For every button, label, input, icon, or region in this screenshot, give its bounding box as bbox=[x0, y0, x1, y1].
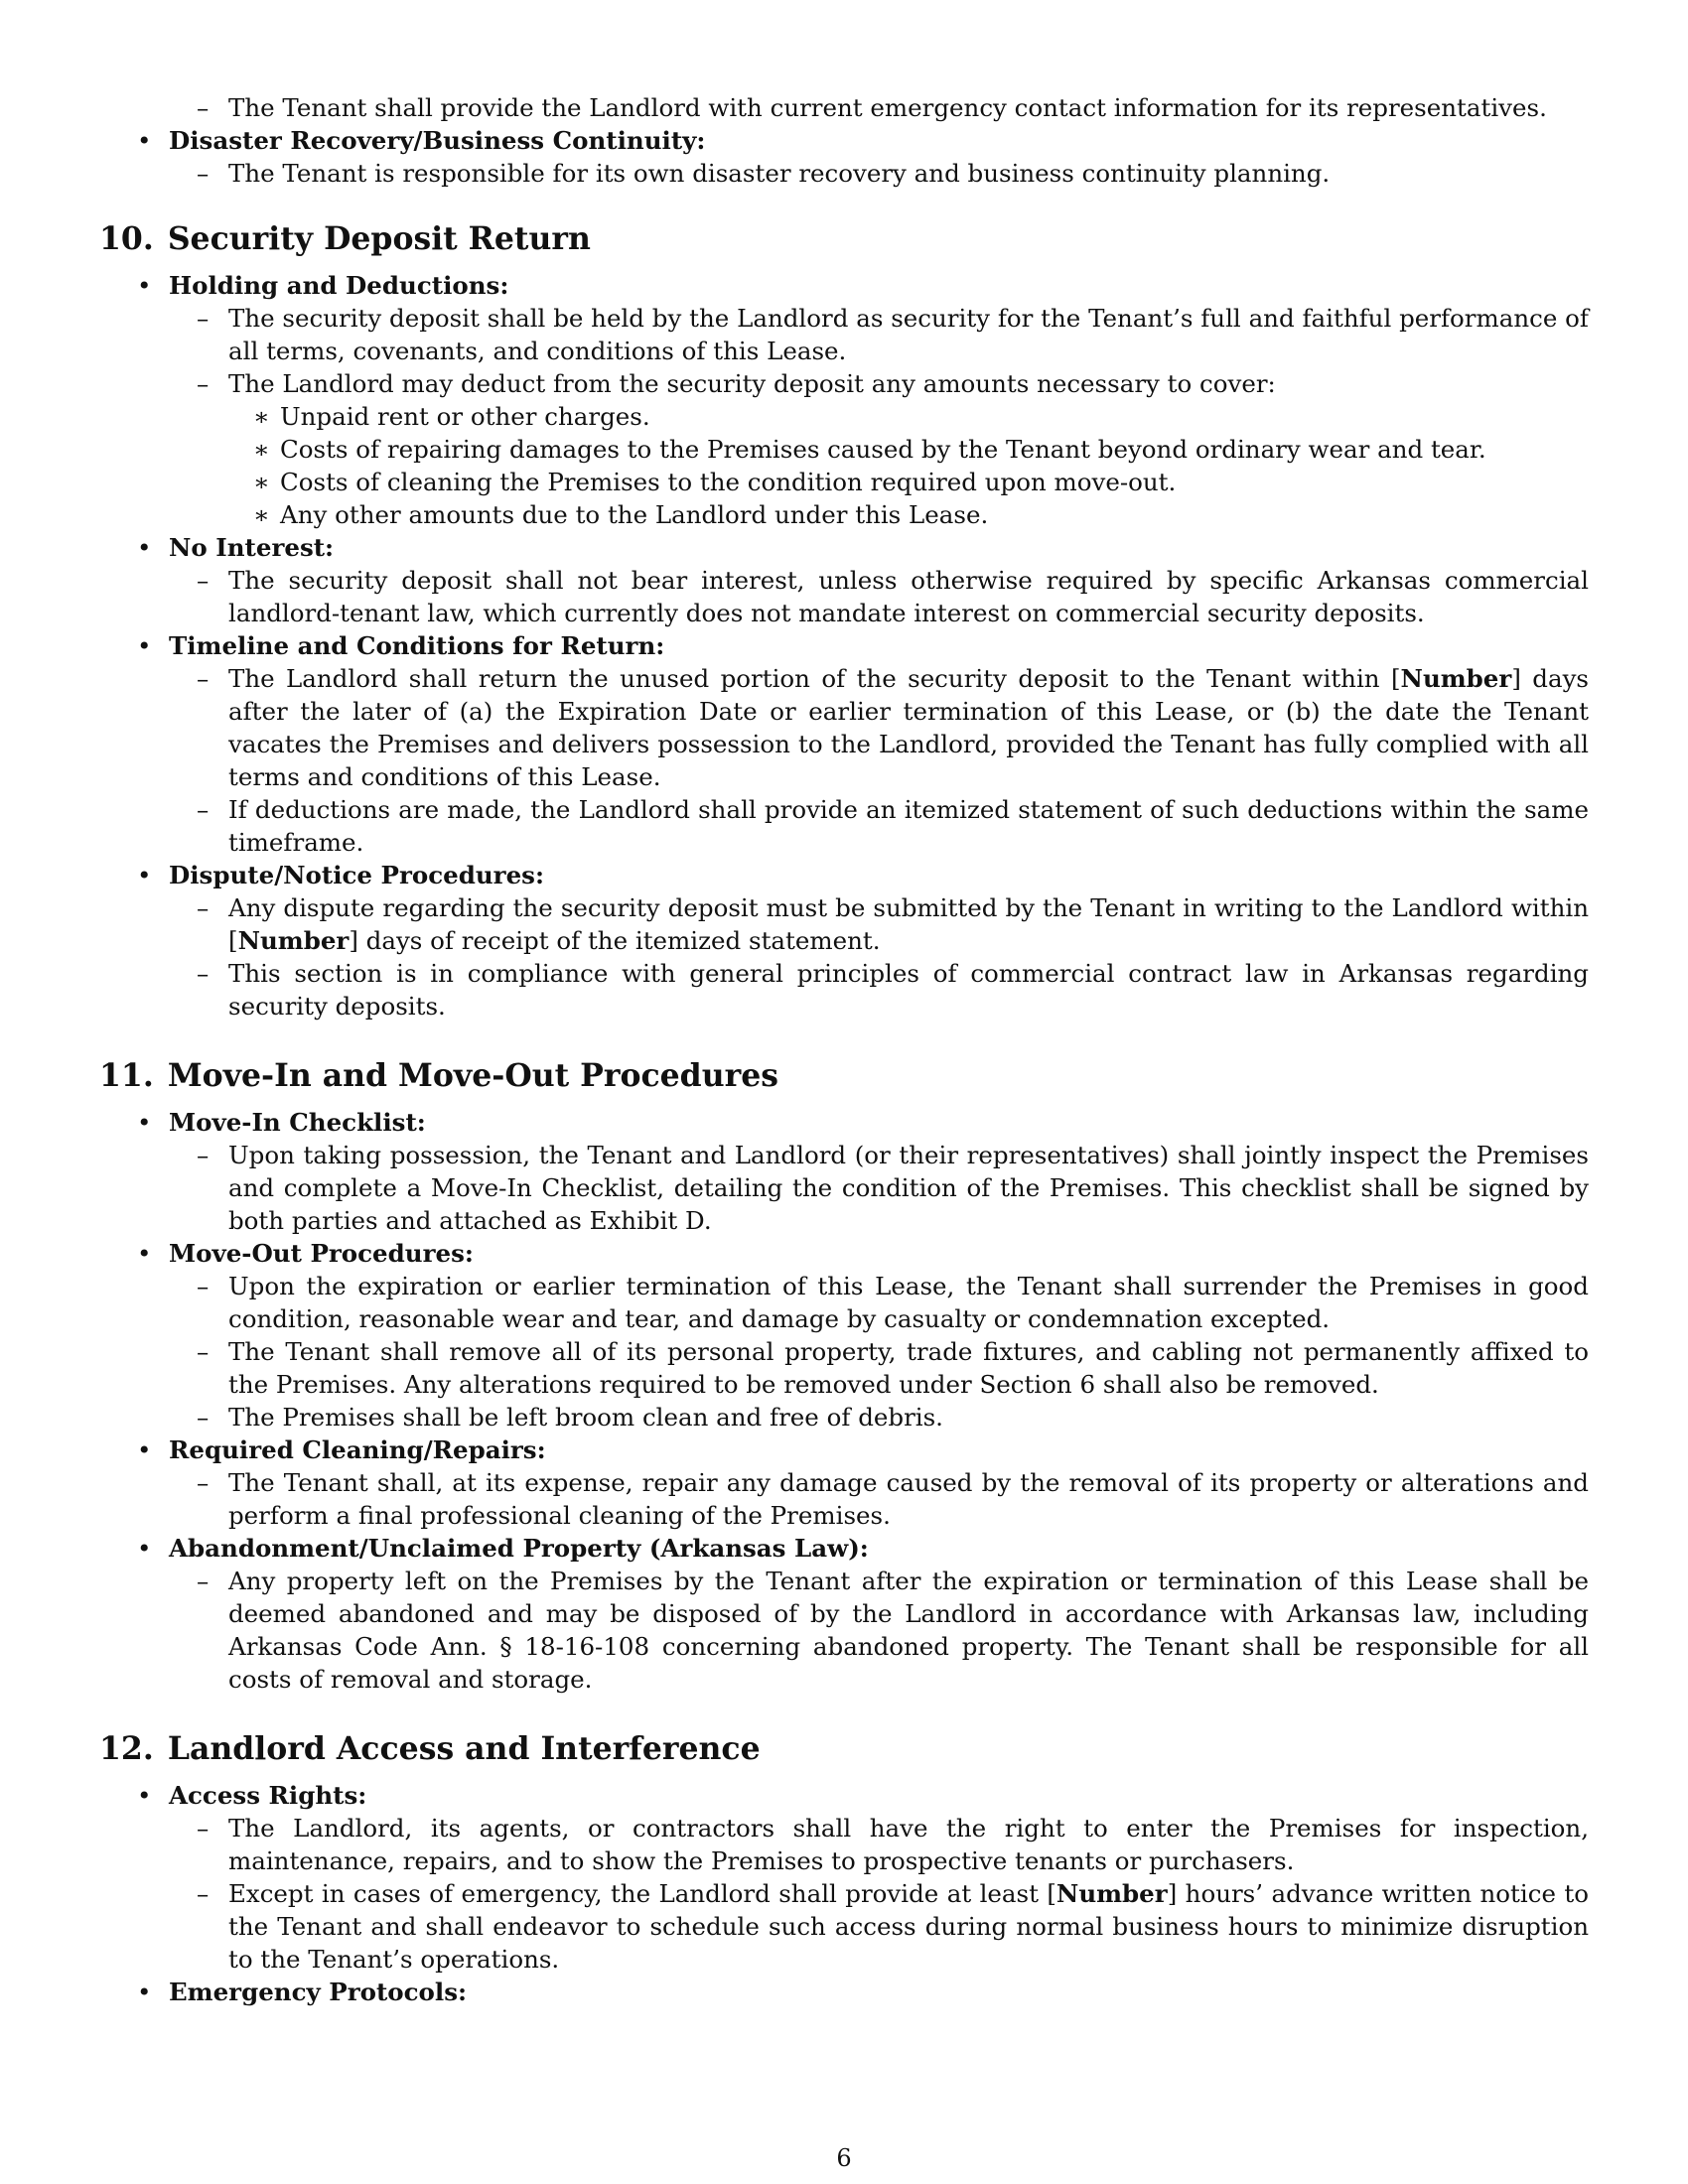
item-label: Timeline and Conditions for Return: bbox=[169, 631, 665, 660]
text-fragment: Except in cases of emergency, the Landlord shall provide at least [ bbox=[228, 1879, 1056, 1908]
list-item bbox=[99, 124, 1589, 157]
list-text: The Tenant shall, at its expense, repair any damage caused by the removal of its property or alterations and perform a final professional cleaning of the Premises. bbox=[228, 1468, 1589, 1530]
list-item bbox=[99, 1565, 1589, 1696]
section-title: Security Deposit Return bbox=[167, 220, 591, 257]
list-item bbox=[99, 302, 1589, 367]
section-heading bbox=[99, 1056, 1589, 1096]
list-text: The Landlord, its agents, or contractors shall have the right to enter the Premises for inspection, maintenance, repairs, and to show the Premises to prospective tenants or purchasers. bbox=[228, 1814, 1589, 1875]
list-text: This section is in compliance with general principles of commercial contract law in Arkansas regarding security deposits. bbox=[228, 959, 1589, 1021]
list-item bbox=[99, 1466, 1589, 1532]
item-label: Required Cleaning/Repairs: bbox=[169, 1435, 546, 1464]
text-fragment: ] days of receipt of the itemized statement. bbox=[349, 926, 881, 955]
list-item bbox=[99, 957, 1589, 1023]
list-item bbox=[99, 531, 1589, 564]
dash-marker: – bbox=[197, 1567, 210, 1595]
bullet-marker: • bbox=[137, 271, 152, 300]
list-text: The Tenant is responsible for its own disaster recovery and business continuity planning. bbox=[228, 159, 1331, 188]
list-item bbox=[99, 1237, 1589, 1270]
bullet-marker: • bbox=[137, 533, 152, 562]
bullet-marker: • bbox=[137, 1781, 152, 1810]
text-fragment: Any dispute regarding the security deposit must be submitted by the Tenant in writing to the Landlord within [ bbox=[228, 893, 1589, 955]
list-text: The Tenant shall provide the Landlord with current emergency contact information for its representatives. bbox=[228, 93, 1547, 122]
sub-list-item bbox=[99, 498, 1589, 531]
star-marker: ∗ bbox=[253, 500, 270, 529]
item-label: Emergency Protocols: bbox=[169, 1978, 468, 2006]
list-text: Upon taking possession, the Tenant and Landlord (or their representatives) shall jointly inspect the Premises and complete a Move-In Checklist, detailing the condition of the Premises. This checklist shall be signed by both parties and attached as Exhibit D. bbox=[228, 1141, 1589, 1235]
dash-marker: – bbox=[197, 1141, 210, 1169]
dash-marker: – bbox=[197, 566, 210, 595]
star-marker: ∗ bbox=[253, 435, 270, 464]
dash-marker: – bbox=[197, 1814, 210, 1843]
sub-list-item bbox=[99, 400, 1589, 433]
dash-marker: – bbox=[197, 1272, 210, 1300]
list-text: Any other amounts due to the Landlord under this Lease. bbox=[280, 500, 989, 529]
item-label: No Interest: bbox=[169, 533, 335, 562]
bullet-marker: • bbox=[137, 1978, 152, 2006]
list-item bbox=[99, 157, 1589, 190]
placeholder-number: Number bbox=[1400, 664, 1512, 693]
item-label: Access Rights: bbox=[169, 1781, 367, 1810]
list-item bbox=[99, 1812, 1589, 1877]
sub-list-item bbox=[99, 466, 1589, 498]
section-heading bbox=[99, 219, 1589, 259]
list-text: The Tenant shall remove all of its personal property, trade fixtures, and cabling not permanently affixed to the Premises. Any alterations required to be removed under Section 6 shall also be removed. bbox=[228, 1337, 1589, 1399]
list-item bbox=[99, 1270, 1589, 1335]
list-item bbox=[99, 1433, 1589, 1466]
section-number: 11. bbox=[99, 1057, 154, 1094]
list-item bbox=[99, 1139, 1589, 1237]
list-text bbox=[228, 1879, 1589, 1974]
dash-marker: – bbox=[197, 893, 210, 922]
section-heading bbox=[99, 1729, 1589, 1769]
list-item bbox=[99, 1532, 1589, 1565]
list-text: Any property left on the Premises by the Tenant after the expiration or termination of this Lease shall be deemed abandoned and may be disposed of by the Landlord in accordance with Arkansas law, including Arkansas Code Ann. § 18-16-108 concerning abandoned property. The Tenant shall be responsible for all costs of removal and storage. bbox=[228, 1567, 1589, 1694]
list-item bbox=[99, 1335, 1589, 1401]
item-label: Disaster Recovery/Business Continuity: bbox=[169, 126, 706, 155]
list-text: Unpaid rent or other charges. bbox=[280, 402, 650, 431]
dash-marker: – bbox=[197, 1403, 210, 1432]
list-item bbox=[99, 1106, 1589, 1139]
placeholder-number: Number bbox=[237, 926, 350, 955]
text-fragment: ] hours’ advance written notice to the Tenant and shall endeavor to schedule such access during normal business hours to minimize disruption to the Tenant’s operations. bbox=[228, 1879, 1589, 1974]
dash-marker: – bbox=[197, 93, 210, 122]
list-item bbox=[99, 662, 1589, 793]
placeholder-number: Number bbox=[1055, 1879, 1168, 1908]
list-item bbox=[99, 91, 1589, 124]
bullet-marker: • bbox=[137, 631, 152, 660]
list-text bbox=[228, 893, 1589, 955]
bullet-marker: • bbox=[137, 1435, 152, 1464]
list-text: The Landlord may deduct from the security deposit any amounts necessary to cover: bbox=[228, 369, 1276, 398]
dash-marker: – bbox=[197, 369, 210, 398]
list-text: The security deposit shall not bear interest, unless otherwise required by specific Arkansas commercial landlord-tenant law, which currently does not mandate interest on commercial security deposits. bbox=[228, 566, 1589, 627]
section-title: Move-In and Move-Out Procedures bbox=[167, 1057, 778, 1094]
list-text: If deductions are made, the Landlord shall provide an itemized statement of such deductions within the same timeframe. bbox=[228, 795, 1589, 857]
section-number: 10. bbox=[99, 220, 154, 257]
list-item bbox=[99, 891, 1589, 957]
list-text: The security deposit shall be held by the Landlord as security for the Tenant’s full and faithful performance of all terms, covenants, and conditions of this Lease. bbox=[228, 304, 1589, 365]
section-title: Landlord Access and Interference bbox=[167, 1730, 761, 1767]
list-item bbox=[99, 1877, 1589, 1976]
item-label: Move-In Checklist: bbox=[169, 1108, 426, 1137]
item-label: Holding and Deductions: bbox=[169, 271, 509, 300]
dash-marker: – bbox=[197, 664, 210, 693]
list-item bbox=[99, 1976, 1589, 2008]
bullet-marker: • bbox=[137, 1239, 152, 1268]
bullet-marker: • bbox=[137, 1534, 152, 1563]
list-text bbox=[228, 664, 1589, 791]
list-text: The Premises shall be left broom clean and free of debris. bbox=[228, 1403, 943, 1432]
dash-marker: – bbox=[197, 159, 210, 188]
dash-marker: – bbox=[197, 795, 210, 824]
dash-marker: – bbox=[197, 959, 210, 988]
list-item bbox=[99, 564, 1589, 629]
list-item bbox=[99, 859, 1589, 891]
text-fragment: ] days after the later of (a) the Expiration Date or earlier termination of this Lease, or (b) the date the Tenant vacates the Premises and delivers possession to the Landlord, provided the Tenant has fully complied with all terms and conditions of this Lease. bbox=[228, 664, 1589, 791]
sub-list-item bbox=[99, 433, 1589, 466]
bullet-marker: • bbox=[137, 126, 152, 155]
list-item bbox=[99, 629, 1589, 662]
list-item bbox=[99, 793, 1589, 859]
list-item bbox=[99, 1779, 1589, 1812]
dash-marker: – bbox=[197, 1879, 210, 1908]
list-item bbox=[99, 1401, 1589, 1433]
star-marker: ∗ bbox=[253, 468, 270, 496]
bullet-marker: • bbox=[137, 1108, 152, 1137]
bullet-marker: • bbox=[137, 861, 152, 889]
list-item bbox=[99, 367, 1589, 400]
list-text: Costs of repairing damages to the Premises caused by the Tenant beyond ordinary wear and tear. bbox=[280, 435, 1486, 464]
dash-marker: – bbox=[197, 304, 210, 333]
text-fragment: The Landlord shall return the unused portion of the security deposit to the Tenant within [ bbox=[228, 664, 1401, 693]
dash-marker: – bbox=[197, 1337, 210, 1366]
item-label: Abandonment/Unclaimed Property (Arkansas Law): bbox=[169, 1534, 869, 1563]
list-item bbox=[99, 269, 1589, 302]
list-text: Costs of cleaning the Premises to the condition required upon move-out. bbox=[280, 468, 1177, 496]
star-marker: ∗ bbox=[253, 402, 270, 431]
item-label: Move-Out Procedures: bbox=[169, 1239, 474, 1268]
page-number: 6 bbox=[836, 2144, 852, 2172]
dash-marker: – bbox=[197, 1468, 210, 1497]
document-page bbox=[99, 91, 1589, 2008]
section-number: 12. bbox=[99, 1730, 154, 1767]
list-text: Upon the expiration or earlier termination of this Lease, the Tenant shall surrender the Premises in good condition, reasonable wear and tear, and damage by casualty or condemnation excepted. bbox=[228, 1272, 1589, 1333]
item-label: Dispute/Notice Procedures: bbox=[169, 861, 544, 889]
